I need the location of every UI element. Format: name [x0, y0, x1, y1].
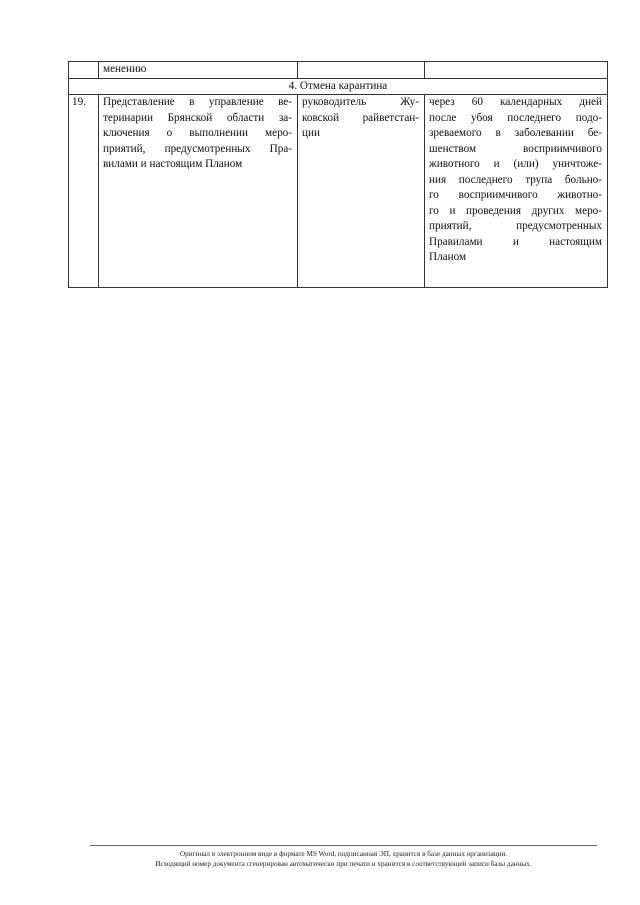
document-footer	[90, 849, 597, 869]
section-heading: 4. Отмена карантина	[69, 78, 608, 95]
deadline-text-line: Планом	[429, 251, 467, 263]
table-row	[69, 95, 608, 288]
deadline-text-line: шенством восприимчивого	[429, 142, 602, 155]
row-number-cell	[69, 62, 99, 79]
event-text-line: теринарии Брянской области за-	[103, 111, 292, 124]
event-text-line: ключения о выполнении меро-	[103, 127, 292, 139]
deadline-text-line: после убоя последнего подо-	[429, 111, 602, 124]
deadline-text-line: приятий, предусмотренных	[429, 220, 602, 232]
event-cell	[99, 95, 298, 288]
responsible-cell	[298, 95, 425, 288]
deadline-text-line: зреваемого в заболевании бе-	[429, 127, 602, 139]
deadline-cell	[425, 95, 608, 288]
section-heading-row	[69, 78, 608, 95]
footer-divider	[90, 845, 597, 846]
measures-table	[68, 61, 608, 288]
deadline-text-line: го восприимчивого животно-	[429, 189, 602, 201]
deadline-text-line: через 60 календарных дней	[429, 96, 602, 108]
responsible-cell	[298, 62, 425, 79]
event-cell: менению	[99, 62, 298, 79]
deadline-text-line: ния последнего трупа больно-	[429, 173, 602, 186]
footer-line: Оригинал в электронном виде в формате MS Word, подписанная ЭП, хранится в базе данных организации.	[179, 850, 508, 858]
event-text-line: Представление в управление ве-	[103, 96, 292, 108]
responsible-text-line: ции	[302, 127, 320, 139]
responsible-text-line: ковской райветстан-	[302, 111, 419, 124]
event-text-line: приятий, предусмотренных Пра-	[103, 142, 292, 155]
table-row	[69, 62, 608, 79]
deadline-text-line: животного и (или) уничтоже-	[429, 158, 602, 170]
footer-line: Исходящий номер документа сгенерирован автоматически при печати и хранится в соответствующей записи базы данных.	[155, 860, 532, 868]
row-number-cell: 19.	[69, 95, 99, 288]
deadline-cell	[425, 62, 608, 79]
responsible-text-line: руководитель Жу-	[302, 96, 419, 108]
event-text-line: вилами и настоящим Планом	[103, 158, 243, 170]
deadline-text-line: Правилами и настоящим	[429, 235, 602, 248]
deadline-text-line: го и проведения других меро-	[429, 204, 602, 217]
